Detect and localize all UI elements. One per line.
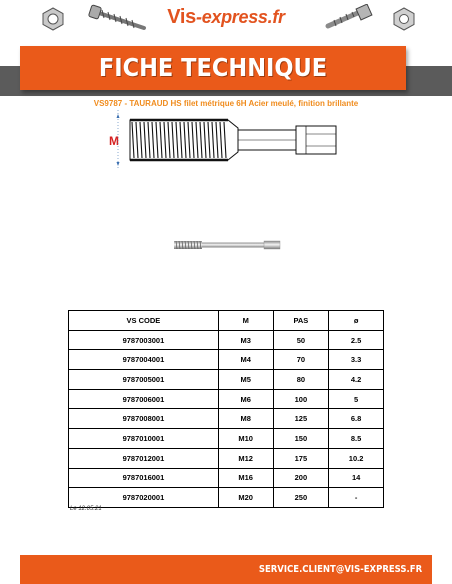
cell-diameter: 8.5 bbox=[329, 429, 384, 449]
col-header-code: VS CODE bbox=[69, 311, 219, 331]
table-row bbox=[69, 389, 384, 409]
square-nut-icon bbox=[392, 6, 416, 32]
cell-pas: 125 bbox=[273, 409, 329, 429]
cell-pas: 70 bbox=[273, 350, 329, 370]
cell-diameter: 2.5 bbox=[329, 330, 384, 350]
table-row bbox=[69, 468, 384, 488]
cell-diameter: 3.3 bbox=[329, 350, 384, 370]
table-row bbox=[69, 409, 384, 429]
cell-code: 9787003001 bbox=[69, 330, 219, 350]
cell-diameter: 6.8 bbox=[329, 409, 384, 429]
cell-m: M5 bbox=[218, 370, 273, 390]
footer-email-link[interactable]: SERVICE.CLIENT@VIS-EXPRESS.FR bbox=[258, 564, 422, 575]
cell-m: M20 bbox=[218, 488, 273, 508]
specs-table bbox=[68, 310, 384, 508]
brand-express: -express.fr bbox=[196, 7, 285, 27]
cell-m: M6 bbox=[218, 389, 273, 409]
document-date: Le 12.05.21 bbox=[70, 506, 102, 512]
col-header-m: M bbox=[218, 311, 273, 331]
header bbox=[0, 0, 452, 44]
cell-m: M12 bbox=[218, 448, 273, 468]
table-row bbox=[69, 370, 384, 390]
cell-diameter: 5 bbox=[329, 389, 384, 409]
footer-bar bbox=[20, 555, 432, 584]
banner-title: FICHE TECHNIQUE bbox=[98, 53, 328, 82]
cell-code: 9787006001 bbox=[69, 389, 219, 409]
dimension-label: M bbox=[109, 134, 119, 148]
cell-m: M3 bbox=[218, 330, 273, 350]
table-row bbox=[69, 350, 384, 370]
cell-pas: 200 bbox=[273, 468, 329, 488]
cell-diameter: 4.2 bbox=[329, 370, 384, 390]
cell-pas: 50 bbox=[273, 330, 329, 350]
col-header-pas: PAS bbox=[273, 311, 329, 331]
cell-m: M10 bbox=[218, 429, 273, 449]
table-row bbox=[69, 448, 384, 468]
cell-code: 9787008001 bbox=[69, 409, 219, 429]
cell-code: 9787016001 bbox=[69, 468, 219, 488]
product-title: VS9787 - TAURAUD HS filet métrique 6H Acier meulé, finition brillante bbox=[93, 99, 359, 108]
cell-code: 9787012001 bbox=[69, 448, 219, 468]
cell-diameter: - bbox=[329, 488, 384, 508]
col-header-diameter: ø bbox=[329, 311, 384, 331]
brand-vis: Vis bbox=[167, 6, 196, 28]
cell-pas: 80 bbox=[273, 370, 329, 390]
cell-m: M16 bbox=[218, 468, 273, 488]
cell-code: 9787020001 bbox=[69, 488, 219, 508]
cell-m: M4 bbox=[218, 350, 273, 370]
cell-code: 9787005001 bbox=[69, 370, 219, 390]
brand-logo bbox=[0, 6, 452, 29]
cell-pas: 100 bbox=[273, 389, 329, 409]
table-row bbox=[69, 488, 384, 508]
table-row bbox=[69, 429, 384, 449]
cell-code: 9787010001 bbox=[69, 429, 219, 449]
cell-code: 9787004001 bbox=[69, 350, 219, 370]
cell-pas: 175 bbox=[273, 448, 329, 468]
table-row bbox=[69, 330, 384, 350]
cell-m: M8 bbox=[218, 409, 273, 429]
cell-pas: 150 bbox=[273, 429, 329, 449]
cell-diameter: 14 bbox=[329, 468, 384, 488]
table-header-row bbox=[69, 311, 384, 331]
tap-product-image bbox=[172, 238, 282, 252]
cell-pas: 250 bbox=[273, 488, 329, 508]
hex-bolt-icon bbox=[318, 4, 374, 34]
tap-technical-drawing bbox=[110, 108, 350, 172]
cell-diameter: 10.2 bbox=[329, 448, 384, 468]
